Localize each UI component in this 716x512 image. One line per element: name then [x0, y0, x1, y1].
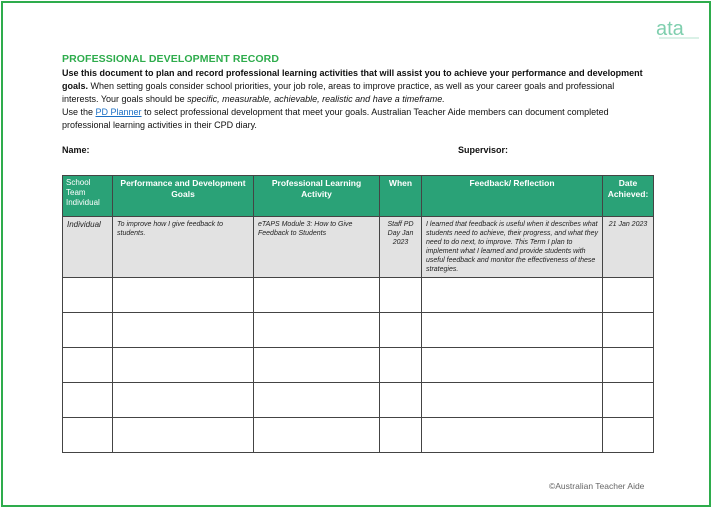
table-cell[interactable]: [603, 278, 654, 313]
table-cell[interactable]: [63, 278, 113, 313]
intro-italic: specific, measurable, achievable, realistic and have a timeframe.: [187, 94, 445, 104]
table-cell[interactable]: [63, 418, 113, 453]
table-cell[interactable]: [603, 418, 654, 453]
table-header-row: [63, 176, 654, 217]
example-cell-type: Individual: [63, 217, 113, 278]
table-cell[interactable]: [63, 383, 113, 418]
supervisor-label: Supervisor:: [458, 145, 509, 155]
pd-record-table: [62, 175, 654, 453]
table-cell[interactable]: [254, 278, 380, 313]
col-header-date-achieved: Date Achieved:: [603, 176, 654, 217]
intro-bold: Use this document to plan and record professional learning activities that will assist you to achieve your performance and development goals.: [62, 68, 643, 91]
col-header-school-team-individual: School Team Individual: [63, 176, 113, 217]
table-cell[interactable]: [603, 383, 654, 418]
example-cell-when: Staff PD Day Jan 2023: [380, 217, 422, 278]
example-row: [63, 217, 654, 278]
table-cell[interactable]: [113, 313, 254, 348]
table-cell[interactable]: [422, 313, 603, 348]
col-header-goals: Performance and Development Goals: [113, 176, 254, 217]
table-cell[interactable]: [113, 418, 254, 453]
table-cell[interactable]: [380, 418, 422, 453]
col-header-when: When: [380, 176, 422, 217]
table-cell[interactable]: [422, 348, 603, 383]
col-header-feedback: Feedback/ Reflection: [422, 176, 603, 217]
intro-paragraph: [62, 67, 652, 132]
table-row: [63, 313, 654, 348]
example-cell-feedback: I learned that feedback is useful when it describes what students need to achieve, their progress, and what they need to do next, to improve. This Term I plan to implement what I learned and provide students with useful feedback and monitor the effectiveness of these strategies.: [422, 217, 603, 278]
table-row: [63, 278, 654, 313]
table-cell[interactable]: [422, 418, 603, 453]
table-cell[interactable]: [254, 418, 380, 453]
intro-text-3: to select professional development that meet your goals. Australian Teacher Aide members can document completed professional learning activities in their CPD diary.: [62, 107, 609, 130]
table-cell[interactable]: [380, 348, 422, 383]
table-cell[interactable]: [113, 278, 254, 313]
table-row: [63, 348, 654, 383]
intro-text: When setting goals consider school priorities, your job role, areas to improve practice, as well as your career goals and professional interests. Your goals should be: [62, 81, 615, 104]
pd-planner-link[interactable]: PD Planner: [95, 107, 142, 117]
svg-text:ata: ata: [656, 18, 684, 40]
table-cell[interactable]: [380, 278, 422, 313]
copyright-footer: ©Australian Teacher Aide: [549, 481, 645, 491]
table-cell[interactable]: [63, 348, 113, 383]
col-header-activity: Professional Learning Activity: [254, 176, 380, 217]
table-row: [63, 418, 654, 453]
table-cell[interactable]: [254, 313, 380, 348]
table-cell[interactable]: [113, 383, 254, 418]
page-title: PROFESSIONAL DEVELOPMENT RECORD: [62, 53, 280, 65]
table-cell[interactable]: [113, 348, 254, 383]
table-cell[interactable]: [603, 348, 654, 383]
example-cell-date: 21 Jan 2023: [603, 217, 654, 278]
name-label: Name:: [62, 145, 90, 155]
table-cell[interactable]: [422, 383, 603, 418]
intro-use-the: Use the: [62, 107, 96, 117]
table-cell[interactable]: [380, 313, 422, 348]
example-cell-goal: To improve how I give feedback to students.: [113, 217, 254, 278]
table-cell[interactable]: [254, 348, 380, 383]
table-cell[interactable]: [603, 313, 654, 348]
ata-logo-icon: [655, 16, 703, 40]
table-cell[interactable]: [380, 383, 422, 418]
example-cell-activity: eTAPS Module 3: How to Give Feedback to Students: [254, 217, 380, 278]
table-cell[interactable]: [422, 278, 603, 313]
table-cell[interactable]: [63, 313, 113, 348]
table-row: [63, 383, 654, 418]
table-cell[interactable]: [254, 383, 380, 418]
